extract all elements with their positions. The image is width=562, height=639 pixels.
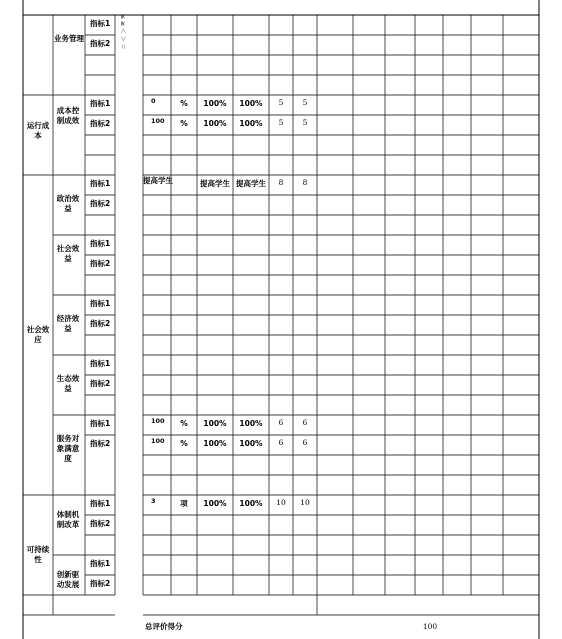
actual-cell: 100% <box>239 119 263 128</box>
indicator-label: 指标1 <box>90 239 111 248</box>
indicator-label: 指标2 <box>90 259 111 268</box>
sub-political-benefit: 政治效益 <box>56 194 80 213</box>
unit-cell: % <box>180 439 188 448</box>
unit-cell: % <box>180 419 188 428</box>
category-operating-cost: 运行成本 <box>26 121 50 140</box>
total-value: 100 <box>422 622 438 631</box>
weight-cell: 6 <box>278 438 284 447</box>
sub-institutional-reform: 体制机制改革 <box>56 510 80 529</box>
target-cell: 100% <box>203 499 227 508</box>
indicator-label: 指标1 <box>90 419 111 428</box>
indicator-label: 指标2 <box>90 119 111 128</box>
indicator-label: 指标2 <box>90 519 111 528</box>
unit-cell: 项 <box>180 499 188 508</box>
target-cell: 100% <box>203 439 227 448</box>
sub-social-benefit: 社会效益 <box>56 244 80 263</box>
weight-cell: 5 <box>278 98 284 107</box>
target-cell: 提高学生 <box>200 179 230 188</box>
score-cell: 10 <box>300 498 310 507</box>
indicator-label: 指标1 <box>90 299 111 308</box>
weight-cell: 8 <box>278 178 284 187</box>
score-cell: 8 <box>302 178 308 187</box>
actual-cell: 100% <box>239 439 263 448</box>
value-cell: 100 <box>151 117 165 125</box>
indicator-label: 指标1 <box>90 359 111 368</box>
indicator-label: 指标1 <box>90 19 111 28</box>
indicator-label: 指标2 <box>90 379 111 388</box>
unit-cell: % <box>180 99 188 108</box>
score-cell: 6 <box>302 418 308 427</box>
sub-ecological-benefit: 生态效益 <box>56 374 80 393</box>
value-cell: 100 <box>151 417 165 425</box>
sub-innovation-driven: 创新驱动发展 <box>56 570 80 589</box>
score-cell: 5 <box>302 98 308 107</box>
value-cell: 提高学生 <box>143 176 173 185</box>
sub-cost-control: 成本控制成效 <box>56 106 80 125</box>
sub-business-management: 业务管理 <box>54 34 84 43</box>
total-label: 总评价得分 <box>145 622 183 631</box>
indicator-label: 指标1 <box>90 559 111 568</box>
comparison-symbols: ≤ ≥ ＜ ＞ ＝ <box>119 14 126 50</box>
value-cell: 0 <box>151 97 156 105</box>
actual-cell: 100% <box>239 499 263 508</box>
value-cell: 3 <box>151 497 156 505</box>
score-cell: 5 <box>302 118 308 127</box>
weight-cell: 10 <box>276 498 286 507</box>
indicator-label: 指标1 <box>90 499 111 508</box>
actual-cell: 100% <box>239 419 263 428</box>
target-cell: 100% <box>203 419 227 428</box>
indicator-label: 指标2 <box>90 39 111 48</box>
indicator-label: 指标1 <box>90 99 111 108</box>
unit-cell: % <box>180 119 188 128</box>
category-social-benefit: 社会效应 <box>26 325 50 344</box>
actual-cell: 100% <box>239 99 263 108</box>
weight-cell: 6 <box>278 418 284 427</box>
sub-economic-benefit: 经济效益 <box>56 314 80 333</box>
target-cell: 100% <box>203 99 227 108</box>
weight-cell: 5 <box>278 118 284 127</box>
sub-service-satisfaction: 服务对象满意度 <box>56 434 80 463</box>
indicator-label: 指标2 <box>90 579 111 588</box>
category-sustainability: 可持续性 <box>26 545 50 564</box>
indicator-label: 指标2 <box>90 199 111 208</box>
indicator-label: 指标1 <box>90 179 111 188</box>
indicator-label: 指标2 <box>90 439 111 448</box>
indicator-label: 指标2 <box>90 319 111 328</box>
value-cell: 100 <box>151 437 165 445</box>
actual-cell: 提高学生 <box>236 179 266 188</box>
target-cell: 100% <box>203 119 227 128</box>
score-cell: 6 <box>302 438 308 447</box>
